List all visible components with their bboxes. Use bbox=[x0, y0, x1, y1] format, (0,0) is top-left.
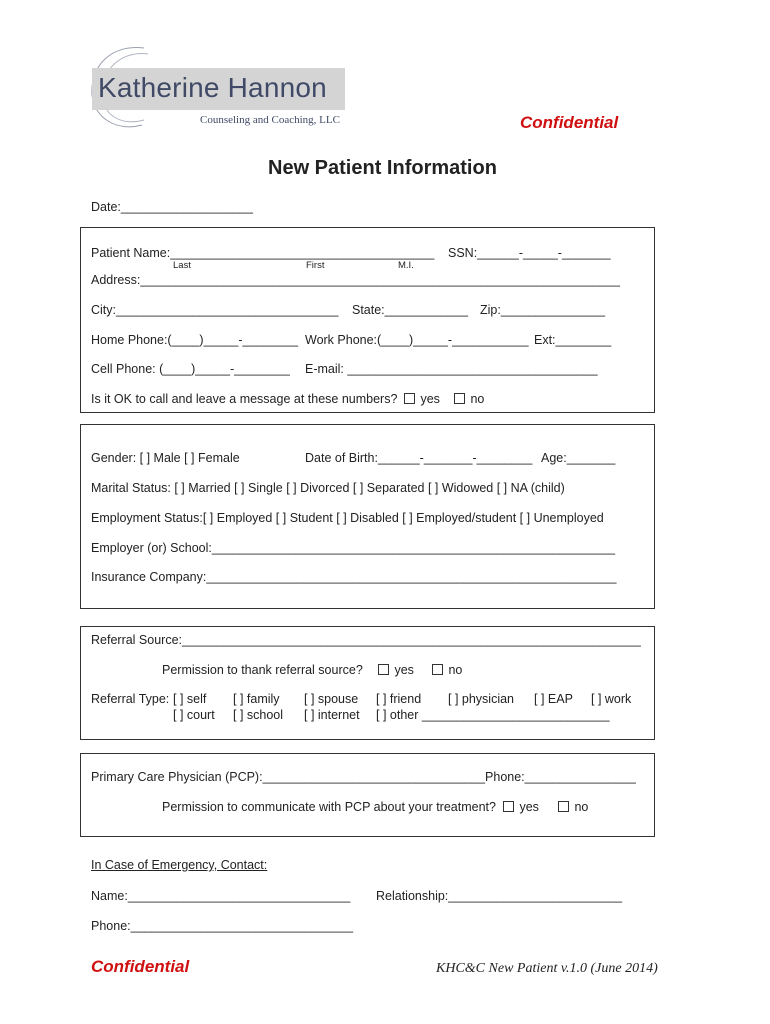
pcp-field[interactable]: Primary Care Physician (PCP):________________________________Phone:________________ bbox=[91, 770, 636, 784]
zip-field[interactable]: Zip:_______________ bbox=[480, 303, 606, 317]
referral-school-option[interactable]: [ ] school bbox=[233, 708, 284, 722]
referral-source-field[interactable]: Referral Source:__________________________________________________________________ bbox=[91, 633, 641, 647]
emergency-heading: In Case of Emergency, Contact: bbox=[91, 858, 268, 872]
pcp-yes-option[interactable]: yes bbox=[503, 800, 539, 814]
referral-yes-option[interactable]: yes bbox=[378, 663, 414, 677]
call-yes-option[interactable]: yes bbox=[404, 392, 440, 406]
confidential-header: Confidential bbox=[520, 113, 619, 132]
gender-field[interactable]: Gender: [ ] Male [ ] Female bbox=[91, 451, 240, 465]
ssn-field[interactable]: SSN:______-_____-_______ bbox=[448, 246, 611, 260]
middle-initial-label: M.I. bbox=[398, 260, 414, 271]
emergency-name-field[interactable]: Name:________________________________ bbox=[91, 889, 351, 903]
home-phone-field[interactable]: Home Phone:(____)_____-________ bbox=[91, 333, 299, 347]
last-name-label: Last bbox=[173, 260, 191, 271]
state-field[interactable]: State:____________ bbox=[352, 303, 469, 317]
referral-court-option[interactable]: [ ] court bbox=[173, 708, 215, 722]
pcp-no-option[interactable]: no bbox=[558, 800, 588, 814]
call-no-option[interactable]: no bbox=[454, 392, 484, 406]
checkbox-icon[interactable] bbox=[378, 664, 389, 675]
address-field[interactable]: Address:_____________________________________________________________________ bbox=[91, 273, 621, 287]
checkbox-icon[interactable] bbox=[503, 801, 514, 812]
ok-to-call-question: Is it OK to call and leave a message at these numbers? bbox=[91, 392, 398, 406]
checkbox-icon[interactable] bbox=[432, 664, 443, 675]
emergency-relationship-field[interactable]: Relationship:_________________________ bbox=[376, 889, 623, 903]
cell-phone-field[interactable]: Cell Phone: (____)_____-________ bbox=[91, 362, 290, 376]
referral-type-label: Referral Type: bbox=[91, 692, 170, 706]
patient-name-field[interactable]: Patient Name:______________________________________ bbox=[91, 246, 435, 260]
referral-work-option[interactable]: [ ] work bbox=[591, 692, 632, 706]
date-field[interactable]: Date:___________________ bbox=[91, 200, 253, 214]
age-field[interactable]: Age:_______ bbox=[541, 451, 616, 465]
referral-self-option[interactable]: [ ] self bbox=[173, 692, 207, 706]
referral-other-option[interactable]: [ ] other ___________________________ bbox=[376, 708, 610, 722]
work-phone-field[interactable]: Work Phone:(____)_____-___________ bbox=[305, 333, 529, 347]
city-field[interactable]: City:________________________________ bbox=[91, 303, 339, 317]
referral-eap-option[interactable]: [ ] EAP bbox=[534, 692, 573, 706]
referral-no-option[interactable]: no bbox=[432, 663, 462, 677]
referral-permission-question: Permission to thank referral source? bbox=[162, 663, 363, 677]
checkbox-icon[interactable] bbox=[404, 393, 415, 404]
marital-status-field[interactable]: Marital Status: [ ] Married [ ] Single [ ] Divorced [ ] Separated [ ] Widowed [ ] NA (child) bbox=[91, 481, 565, 495]
email-field[interactable]: E-mail: ____________________________________ bbox=[305, 362, 598, 376]
referral-spouse-option[interactable]: [ ] spouse bbox=[304, 692, 359, 706]
emergency-phone-field[interactable]: Phone:________________________________ bbox=[91, 919, 354, 933]
confidential-footer: Confidential bbox=[91, 957, 190, 976]
referral-friend-option[interactable]: [ ] friend bbox=[376, 692, 422, 706]
referral-internet-option[interactable]: [ ] internet bbox=[304, 708, 360, 722]
logo-name: Katherine Hannon bbox=[98, 72, 327, 103]
page-title: New Patient Information bbox=[268, 157, 497, 179]
logo-subtitle: Counseling and Coaching, LLC bbox=[200, 114, 340, 126]
pcp-permission-question: Permission to communicate with PCP about your treatment? bbox=[162, 800, 496, 814]
referral-physician-option[interactable]: [ ] physician bbox=[448, 692, 515, 706]
dob-field[interactable]: Date of Birth:______-_______-________ bbox=[305, 451, 533, 465]
version-footer: KHC&C New Patient v.1.0 (June 2014) bbox=[436, 961, 658, 976]
ext-field[interactable]: Ext:________ bbox=[534, 333, 612, 347]
referral-family-option[interactable]: [ ] family bbox=[233, 692, 280, 706]
checkbox-icon[interactable] bbox=[558, 801, 569, 812]
employment-status-field[interactable]: Employment Status:[ ] Employed [ ] Student [ ] Disabled [ ] Employed/student [ ] Unemployed bbox=[91, 511, 604, 525]
first-name-label: First bbox=[306, 260, 325, 271]
pcp-section bbox=[80, 753, 655, 837]
checkbox-icon[interactable] bbox=[454, 393, 465, 404]
employer-field[interactable]: Employer (or) School:__________________________________________________________ bbox=[91, 541, 616, 555]
insurance-field[interactable]: Insurance Company:___________________________________________________________ bbox=[91, 570, 617, 584]
